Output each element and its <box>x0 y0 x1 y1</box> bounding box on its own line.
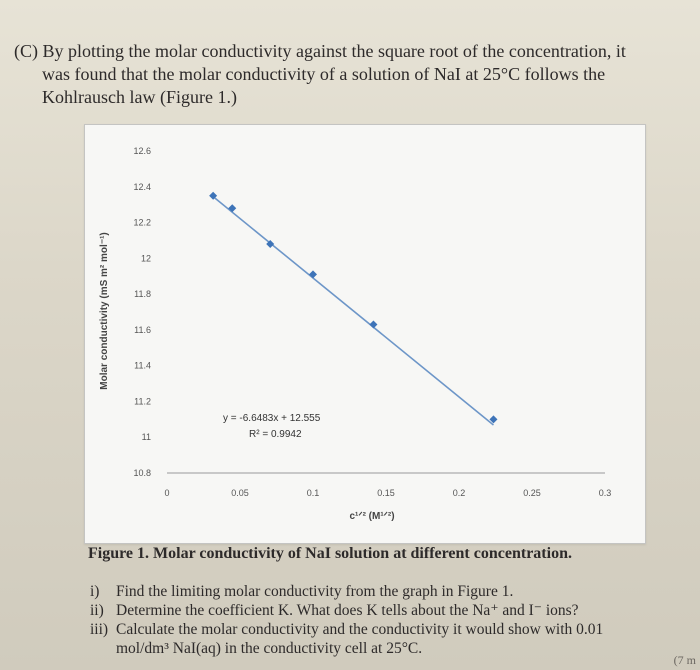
question-text: Find the limiting molar conductivity from the graph in Figure 1. <box>116 583 514 600</box>
y-tick-label: 11.2 <box>134 396 151 407</box>
x-tick-label: 0.3 <box>598 488 612 498</box>
question-item-1 <box>90 582 690 601</box>
question-item-2 <box>90 601 690 620</box>
x-tick-label: 0.15 <box>377 488 395 498</box>
y-tick-label: 11.4 <box>134 360 151 371</box>
r-squared-label: R² = 0.9942 <box>249 429 302 440</box>
equation-label: y = -6.6483x + 12.555 <box>223 413 321 424</box>
question-number: ii) <box>90 602 104 619</box>
x-tick-label: 0 <box>164 488 170 498</box>
y-tick-labels <box>133 146 151 478</box>
y-tick-label: 12.4 <box>133 181 151 192</box>
data-points <box>209 192 497 424</box>
question-list <box>90 582 690 658</box>
y-tick-label: 12.2 <box>133 217 151 228</box>
intro-line-2: was found that the molar conductivity of a solution of NaI at 25°C follows the <box>42 64 606 84</box>
question-3-continuation: mol/dm³ NaI(aq) in the conductivity cell at 25°C. <box>116 640 423 657</box>
question-intro <box>14 40 686 109</box>
trendline-group <box>213 197 493 425</box>
y-tick-label: 11.6 <box>134 324 151 335</box>
x-tick-label: 0.25 <box>523 488 541 498</box>
intro-line-1: (C) By plotting the molar conductivity against the square root of the concentration, it <box>14 41 626 61</box>
data-point <box>369 321 377 329</box>
y-tick-label: 11.8 <box>134 289 151 300</box>
marks-indicator: (7 m <box>673 653 696 667</box>
data-point <box>309 270 317 278</box>
data-point <box>228 204 236 212</box>
intro-line-3: Kohlrausch law (Figure 1.) <box>42 87 237 107</box>
question-item-3 <box>90 620 690 639</box>
y-tick-label: 11 <box>141 432 151 443</box>
y-tick-label: 10.8 <box>133 468 151 478</box>
x-axis-label: c¹ᐟ² (M¹ᐟ²) <box>349 511 395 522</box>
question-text: Calculate the molar conductivity and the conductivity it would show with 0.01 <box>116 621 604 638</box>
x-tick-label: 0.2 <box>452 488 466 498</box>
question-text: Determine the coefficient K. What does K tells about the Na⁺ and I⁻ ions? <box>116 602 579 619</box>
question-number: i) <box>90 583 100 600</box>
y-tick-label: 12 <box>140 253 151 264</box>
x-tick-label: 0.1 <box>306 488 320 498</box>
y-axis-label: Molar conductivity (mS m² mol⁻¹) <box>99 232 110 390</box>
figure-caption: Figure 1. Molar conductivity of NaI solution at different concentration. <box>88 545 572 562</box>
question-number: iii) <box>90 621 109 638</box>
x-tick-labels <box>164 488 611 498</box>
x-tick-label: 0.05 <box>231 488 249 498</box>
scatter-chart <box>85 125 645 543</box>
trendline <box>213 197 493 425</box>
y-tick-label: 12.6 <box>133 146 151 156</box>
chart-area <box>84 124 646 544</box>
